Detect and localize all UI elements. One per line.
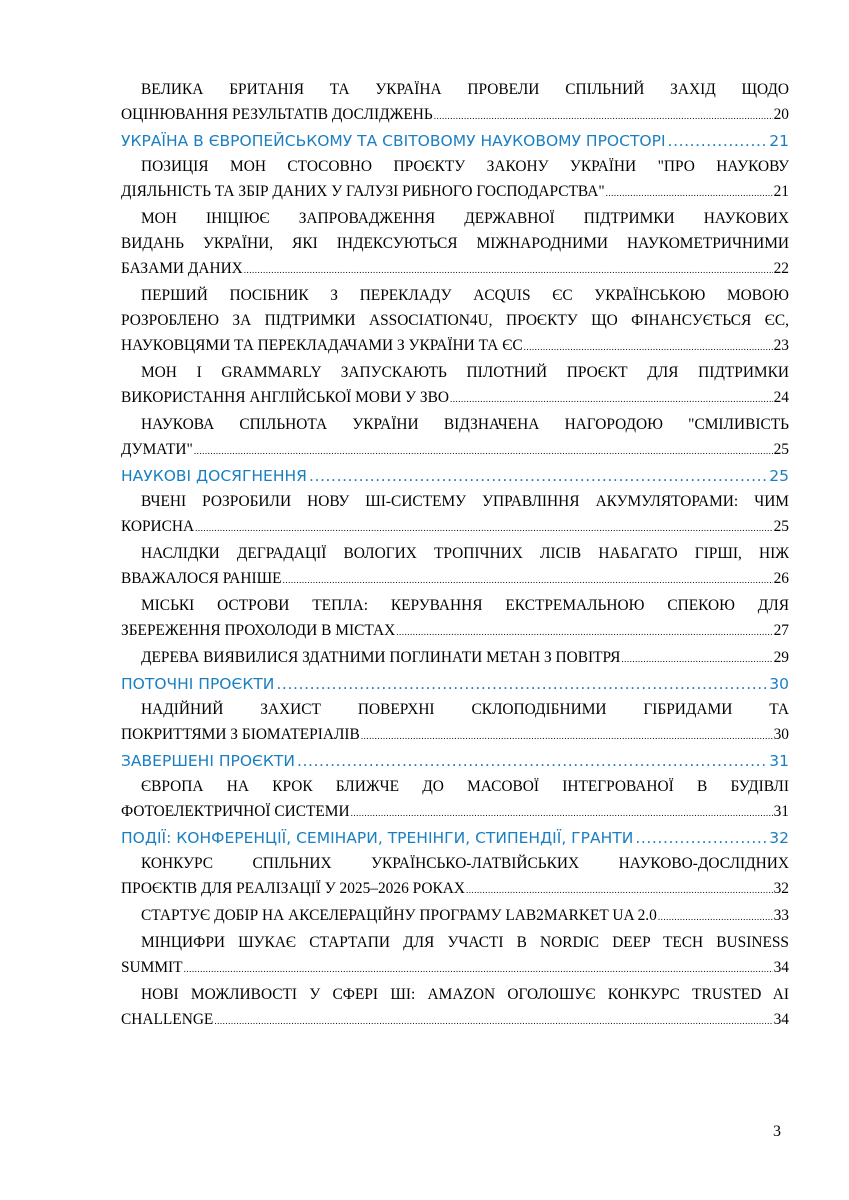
toc-entry-line: МОН ІНІЦІЮЄ ЗАПРОВАДЖЕННЯ ДЕРЖАВНОЇ ПІДТРИМКИ НАУКОВИХ <box>141 210 789 227</box>
toc-leader-dots <box>283 568 773 593</box>
toc-page-number: 30 <box>773 726 789 743</box>
toc-leader-dots <box>361 724 773 749</box>
toc-entry[interactable] <box>121 903 789 930</box>
toc-entry-last-line: ДІЯЛЬНІСТЬ ТА ЗБІР ДАНИХ У ГАЛУЗІ РИБНОГО ГОСПОДАРСТВА" <box>121 183 605 200</box>
toc-section-heading[interactable] <box>121 129 789 154</box>
toc-entry-last-line: ПОКРИТТЯМИ З БІОМАТЕРІАЛІВ <box>121 726 360 743</box>
toc-page-number: 25 <box>773 518 789 535</box>
page-number: 3 <box>773 1123 781 1140</box>
toc-page-number: 25 <box>769 467 789 485</box>
toc-leader-dots <box>396 620 772 645</box>
toc-page-number: 32 <box>773 880 789 897</box>
toc-entry[interactable] <box>121 283 789 360</box>
toc-leader-dots <box>668 129 768 154</box>
toc-entry-last-line: ВВАЖАЛОСЯ РАНІШЕ <box>121 570 282 587</box>
toc-entry-line: НАУКОВА СПІЛЬНОТА УКРАЇНИ ВІДЗНАЧЕНА НАГОРОДОЮ "СМІЛИВІСТЬ <box>141 416 789 433</box>
toc-leader-dots <box>214 1009 772 1034</box>
toc-entry-line: НАДІЙНИЙ ЗАХИСТ ПОВЕРХНІ СКЛОПОДІБНИМИ ГІБРИДАМИ ТА <box>141 701 789 718</box>
toc-entry[interactable] <box>121 489 789 541</box>
table-of-contents <box>121 77 789 1034</box>
toc-entry-line: ЄВРОПА НА КРОК БЛИЖЧЕ ДО МАСОВОЇ ІНТЕГРОВАНОЇ В БУДІВЛІ <box>141 778 789 795</box>
toc-entry-last-line: ФОТОЕЛЕКТРИЧНОЇ СИСТЕМИ <box>121 803 350 820</box>
toc-leader-dots <box>621 647 772 672</box>
toc-leader-dots <box>434 104 773 129</box>
toc-entry-line: МІСЬКІ ОСТРОВИ ТЕПЛА: КЕРУВАННЯ ЕКСТРЕМАЛЬНОЮ СПЕКОЮ ДЛЯ <box>141 597 789 614</box>
toc-entry[interactable] <box>121 77 789 129</box>
toc-leader-dots <box>309 464 767 489</box>
toc-leader-dots <box>658 905 773 930</box>
toc-entry-last-line: ЗБЕРЕЖЕННЯ ПРОХОЛОДИ В МІСТАХ <box>121 622 396 639</box>
toc-section-title: УКРАЇНА В ЄВРОПЕЙСЬКОМУ ТА СВІТОВОМУ НАУКОВОМУ ПРОСТОРІ <box>121 132 666 150</box>
toc-page-number: 27 <box>773 622 789 639</box>
toc-page-number: 23 <box>773 337 789 354</box>
toc-page-number: 20 <box>773 106 789 123</box>
toc-entry-line: КОНКУРС СПІЛЬНИХ УКРАЇНСЬКО-ЛАТВІЙСЬКИХ НАУКОВО-ДОСЛІДНИХ <box>141 855 789 872</box>
toc-entry[interactable] <box>121 697 789 749</box>
toc-entry-line: МІНЦИФРИ ШУКАЄ СТАРТАПИ ДЛЯ УЧАСТІ В NORDIC DEEP TECH BUSINESS <box>141 934 789 951</box>
toc-page-number: 22 <box>773 260 789 277</box>
toc-entry[interactable] <box>121 541 789 593</box>
toc-leader-dots <box>606 181 773 206</box>
toc-entry[interactable] <box>121 360 789 412</box>
toc-entry-line: НАСЛІДКИ ДЕГРАДАЦІЇ ВОЛОГИХ ТРОПІЧНИХ ЛІСІВ НАБАГАТО ГІРШІ, НІЖ <box>141 545 789 562</box>
toc-entry-line: МОН І GRAMMARLY ЗАПУСКАЮТЬ ПІЛОТНИЙ ПРОЄКТ ДЛЯ ПІДТРИМКИ <box>141 364 789 381</box>
toc-entry-line: ПЕРШИЙ ПОСІБНИК З ПЕРЕКЛАДУ ACQUIS ЄС УКРАЇНСЬКОЮ МОВОЮ <box>141 287 789 304</box>
toc-entry-line: ПОЗИЦІЯ МОН СТОСОВНО ПРОЄКТУ ЗАКОНУ УКРАЇНИ "ПРО НАУКОВУ <box>141 158 789 175</box>
toc-entry[interactable] <box>121 593 789 645</box>
toc-entry[interactable] <box>121 412 789 464</box>
toc-entry-last-line: БАЗАМИ ДАНИХ <box>121 260 243 277</box>
toc-page-number: 29 <box>773 649 789 666</box>
toc-entry[interactable] <box>121 206 789 283</box>
toc-entry[interactable] <box>121 774 789 826</box>
toc-page-number: 21 <box>773 183 789 200</box>
toc-entry-last-line: НАУКОВЦЯМИ ТА ПЕРЕКЛАДАЧАМИ З УКРАЇНИ ТА ЄС <box>121 337 523 354</box>
toc-section-heading[interactable] <box>121 826 789 851</box>
toc-section-heading[interactable] <box>121 464 789 489</box>
toc-entry[interactable] <box>121 930 789 982</box>
toc-entry-last-line: CHALLENGE <box>121 1011 214 1028</box>
toc-section-heading[interactable] <box>121 749 789 774</box>
toc-entry-last-line: ОЦІНЮВАННЯ РЕЗУЛЬТАТІВ ДОСЛІДЖЕНЬ <box>121 106 433 123</box>
toc-page-number: 30 <box>769 675 789 693</box>
toc-entry[interactable] <box>121 982 789 1034</box>
toc-entry-last-line: ВИКОРИСТАННЯ АНГЛІЙСЬКОЇ МОВИ У ЗВО <box>121 389 449 406</box>
toc-leader-dots <box>450 387 773 412</box>
toc-entry-last-line: ПРОЄКТІВ ДЛЯ РЕАЛІЗАЦІЇ У 2025–2026 РОКАХ <box>121 880 465 897</box>
toc-leader-dots <box>635 826 767 851</box>
toc-page-number: 21 <box>769 132 789 150</box>
toc-entry[interactable] <box>121 851 789 903</box>
toc-leader-dots <box>276 672 767 697</box>
toc-page-number: 32 <box>769 829 789 847</box>
toc-page-number: 31 <box>773 803 789 820</box>
toc-page-number: 25 <box>773 441 789 458</box>
toc-leader-dots <box>524 335 773 360</box>
toc-section-title: ПОДІЇ: КОНФЕРЕНЦІЇ, СЕМІНАРИ, ТРЕНІНГИ, СТИПЕНДІЇ, ГРАНТИ <box>121 829 634 847</box>
toc-entry-line: НОВІ МОЖЛИВОСТІ У СФЕРІ ШІ: AMAZON ОГОЛОШУЄ КОНКУРС TRUSTED AI <box>141 986 789 1003</box>
toc-entry[interactable] <box>121 645 789 672</box>
toc-section-title: ПОТОЧНІ ПРОЄКТИ <box>121 675 275 693</box>
toc-leader-dots <box>297 749 767 774</box>
toc-page-number: 34 <box>773 959 789 976</box>
toc-leader-dots <box>195 516 772 541</box>
toc-entry-line: РОЗРОБЛЕНО ЗА ПІДТРИМКИ ASSOCIATION4U, ПРОЄКТУ ЩО ФІНАНСУЄТЬСЯ ЄС, <box>121 312 789 329</box>
toc-leader-dots <box>351 801 773 826</box>
toc-leader-dots <box>244 258 773 283</box>
toc-entry-last-line: СТАРТУЄ ДОБІР НА АКСЕЛЕРАЦІЙНУ ПРОГРАМУ LAB2MARKET UA 2.0 <box>141 907 657 924</box>
toc-section-title: НАУКОВІ ДОСЯГНЕННЯ <box>121 467 307 485</box>
toc-entry-line: ВИДАНЬ УКРАЇНИ, ЯКІ ІНДЕКСУЮТЬСЯ МІЖНАРОДНИМИ НАУКОМЕТРИЧНИМИ <box>121 235 789 252</box>
toc-entry-line: ВЧЕНІ РОЗРОБИЛИ НОВУ ШІ-СИСТЕМУ УПРАВЛІННЯ АКУМУЛЯТОРАМИ: ЧИМ <box>141 493 789 510</box>
toc-entry-last-line: ДЕРЕВА ВИЯВИЛИСЯ ЗДАТНИМИ ПОГЛИНАТИ МЕТАН З ПОВІТРЯ <box>141 649 621 666</box>
toc-entry-last-line: ДУМАТИ" <box>121 441 193 458</box>
toc-leader-dots <box>194 439 773 464</box>
toc-page-number: 31 <box>769 752 789 770</box>
toc-page-number: 24 <box>773 389 789 406</box>
toc-page-number: 26 <box>773 570 789 587</box>
toc-entry[interactable] <box>121 154 789 206</box>
toc-entry-line: ВЕЛИКА БРИТАНІЯ ТА УКРАЇНА ПРОВЕЛИ СПІЛЬНИЙ ЗАХІД ЩОДО <box>141 81 789 98</box>
toc-leader-dots <box>466 878 773 903</box>
toc-page-number: 34 <box>773 1011 789 1028</box>
toc-page-number: 33 <box>773 907 789 924</box>
toc-section-heading[interactable] <box>121 672 789 697</box>
toc-entry-last-line: SUMMIT <box>121 959 183 976</box>
toc-leader-dots <box>184 957 773 982</box>
toc-entry-last-line: КОРИСНА <box>121 518 195 535</box>
toc-section-title: ЗАВЕРШЕНІ ПРОЄКТИ <box>121 752 295 770</box>
